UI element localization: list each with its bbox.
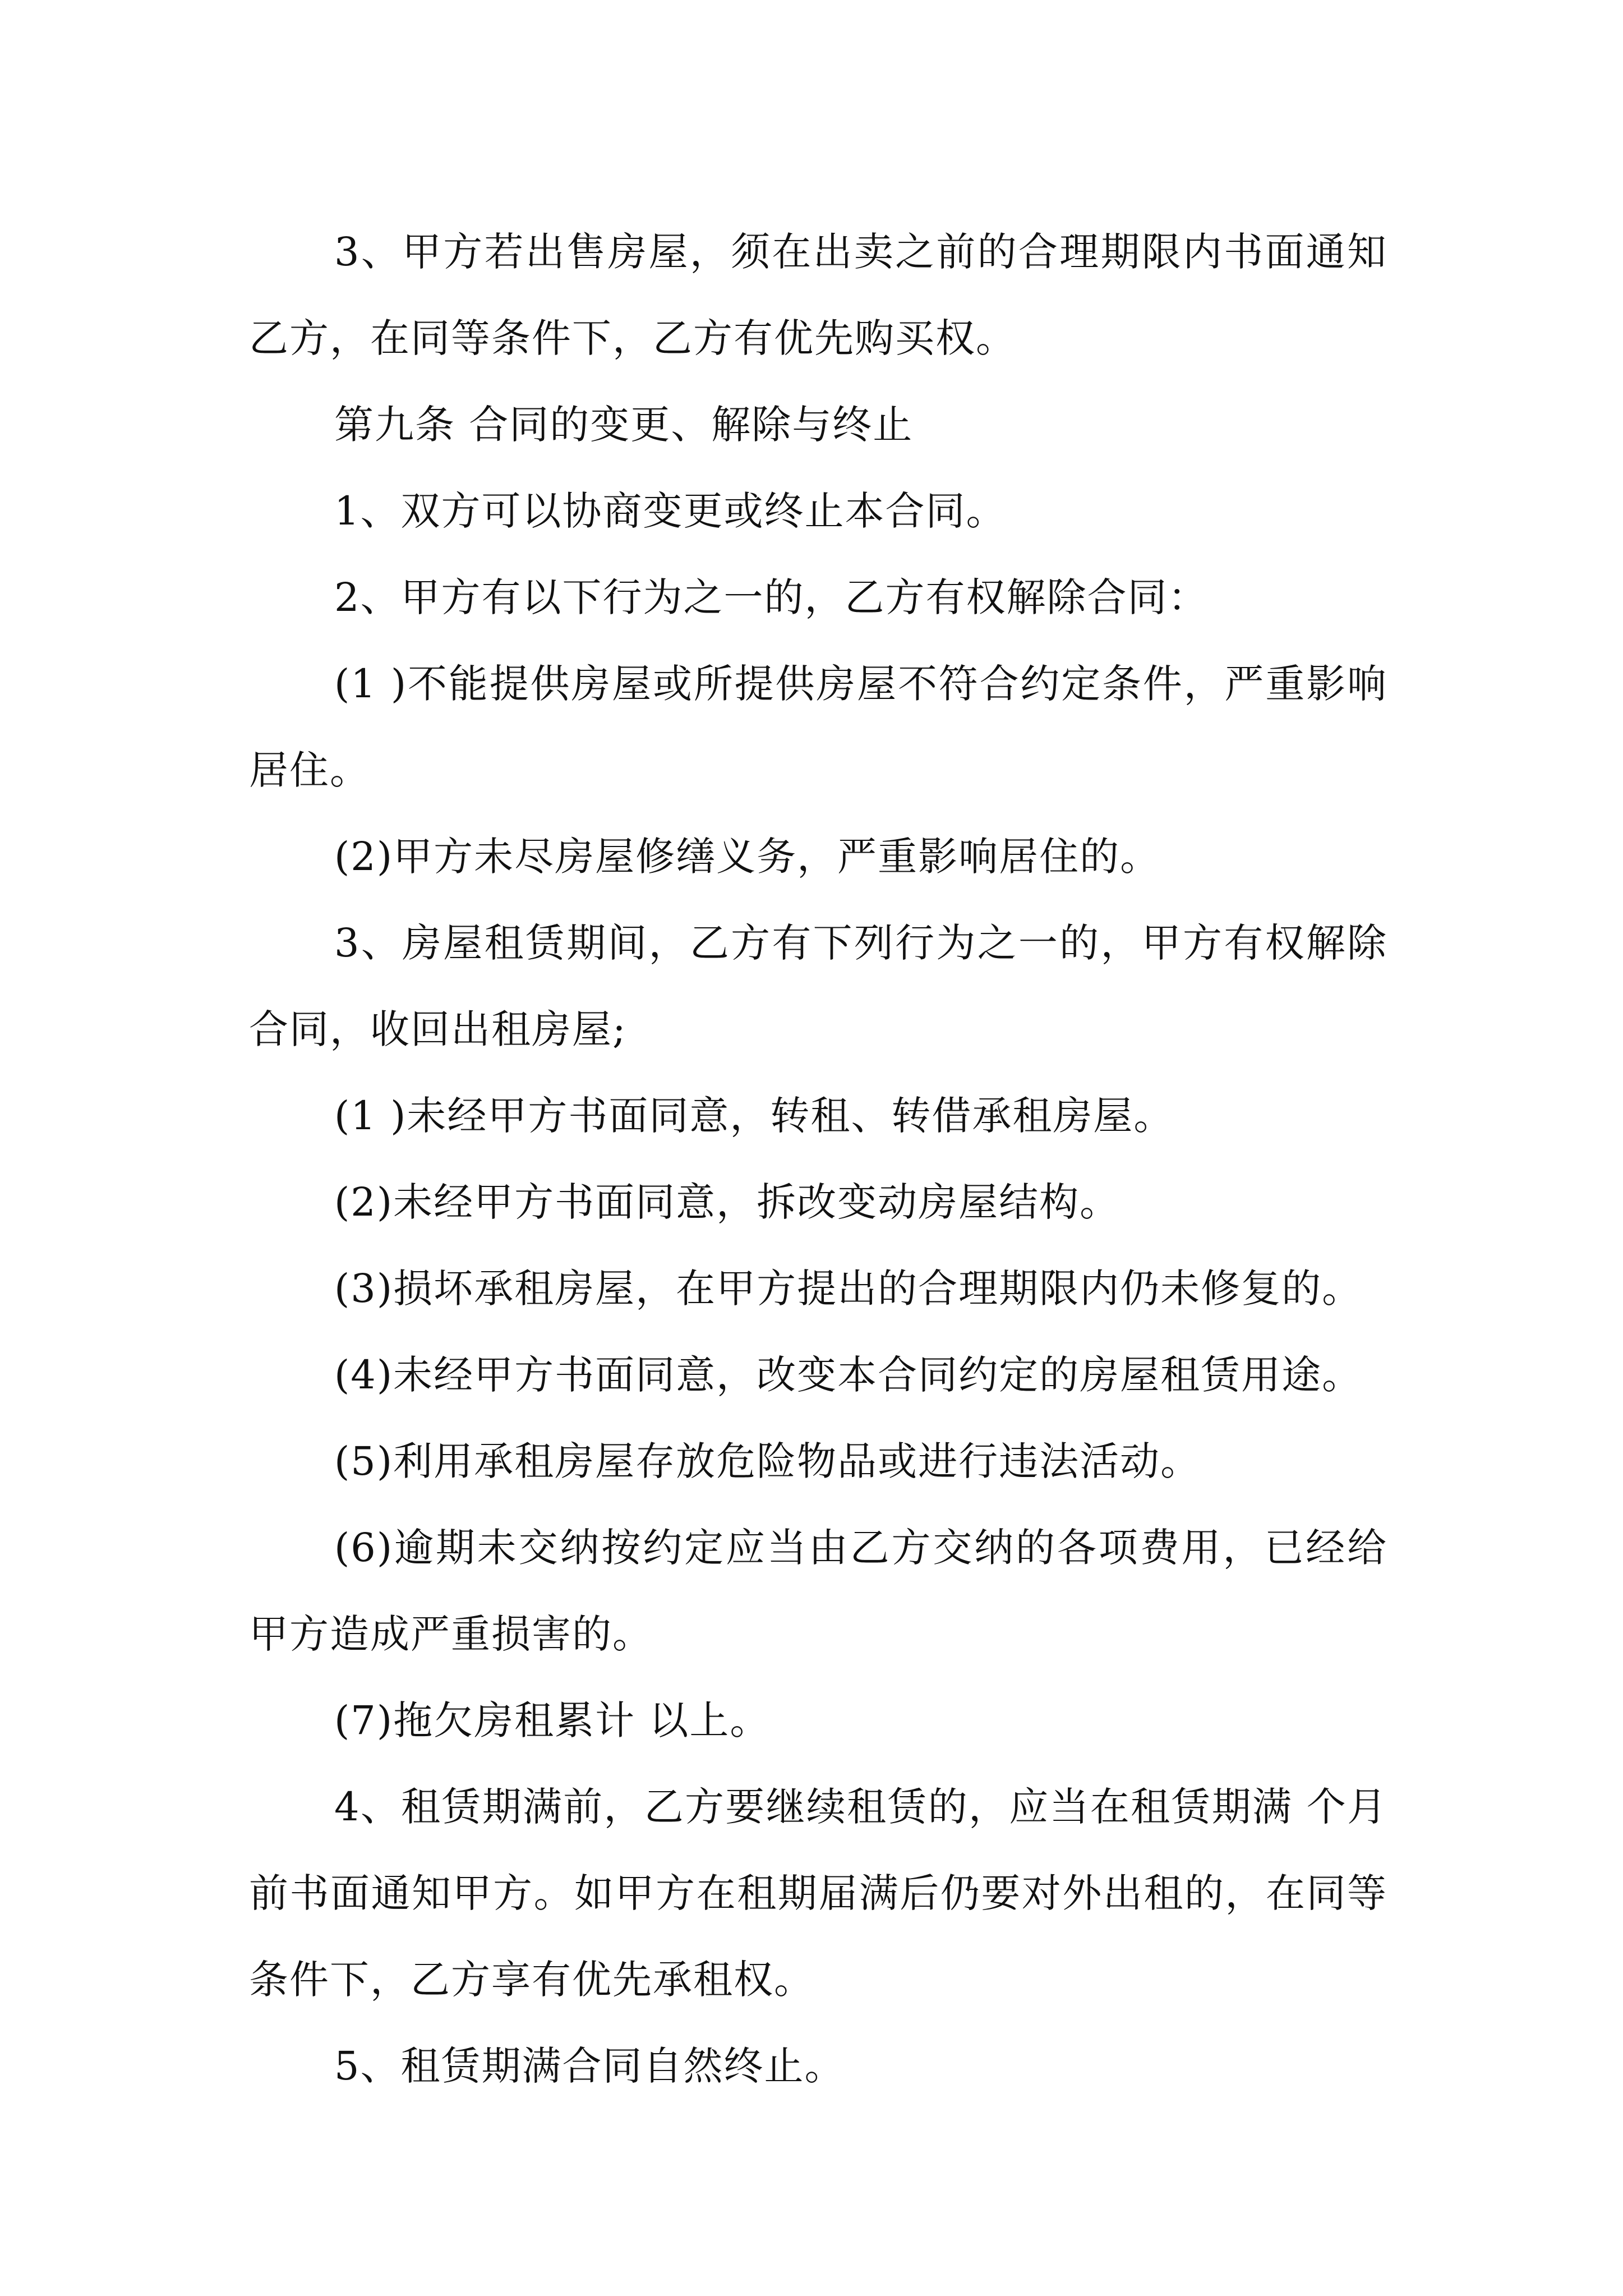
paragraph-item-2: 2、甲方有以下行为之一的，乙方有权解除合同： bbox=[334, 574, 1209, 620]
paragraph-item-1: 1、双方可以协商变更或终止本合同。 bbox=[334, 488, 1007, 534]
paragraph-subitem-2-1: (1 )不能提供房屋或所提供房屋不符合约定条件，严重影响居住。 bbox=[249, 661, 1387, 793]
paragraph-subitem-3-6: (6)逾期未交纳按约定应当由乙方交纳的各项费用，已经给甲方造成严重损害的。 bbox=[249, 1525, 1387, 1657]
paragraph-subitem-3-4: (4)未经甲方书面同意，改变本合同约定的房屋租赁用途。 bbox=[334, 1352, 1363, 1398]
paragraph-item-3: 3、房屋租赁期间，乙方有下列行为之一的，甲方有权解除合同，收回出租房屋; bbox=[249, 920, 1387, 1052]
paragraph-item-5: 5、租赁期满合同自然终止。 bbox=[334, 2043, 845, 2089]
paragraph-subitem-3-3: (3)损坏承租房屋，在甲方提出的合理期限内仍未修复的。 bbox=[334, 1266, 1363, 1312]
paragraph-sale-notice: 3、甲方若出售房屋，须在出卖之前的合理期限内书面通知乙方，在同等条件下，乙方有优先购买权。 bbox=[249, 229, 1387, 361]
paragraph-item-4: 4、租赁期满前，乙方要继续租赁的，应当在租赁期满 个月前书面通知甲方。如甲方在租期届满后仍要对外出租的，在同等条件下，乙方享有优先承租权。 bbox=[249, 1784, 1387, 2003]
paragraph-subitem-2-2: (2)甲方未尽房屋修缮义务，严重影响居住的。 bbox=[334, 834, 1161, 880]
paragraph-subitem-3-2: (2)未经甲方书面同意，拆改变动房屋结构。 bbox=[334, 1179, 1121, 1225]
paragraph-subitem-3-1: (1 )未经甲方书面同意，转租、转借承租房屋。 bbox=[334, 1093, 1174, 1139]
document-body bbox=[249, 209, 1387, 2109]
paragraph-subitem-3-7: (7)拖欠房租累计 以上。 bbox=[334, 1697, 771, 1743]
article-heading: 第九条 合同的变更、解除与终止 bbox=[334, 402, 914, 448]
paragraph-subitem-3-5: (5)利用承租房屋存放危险物品或进行违法活动。 bbox=[334, 1438, 1201, 1484]
